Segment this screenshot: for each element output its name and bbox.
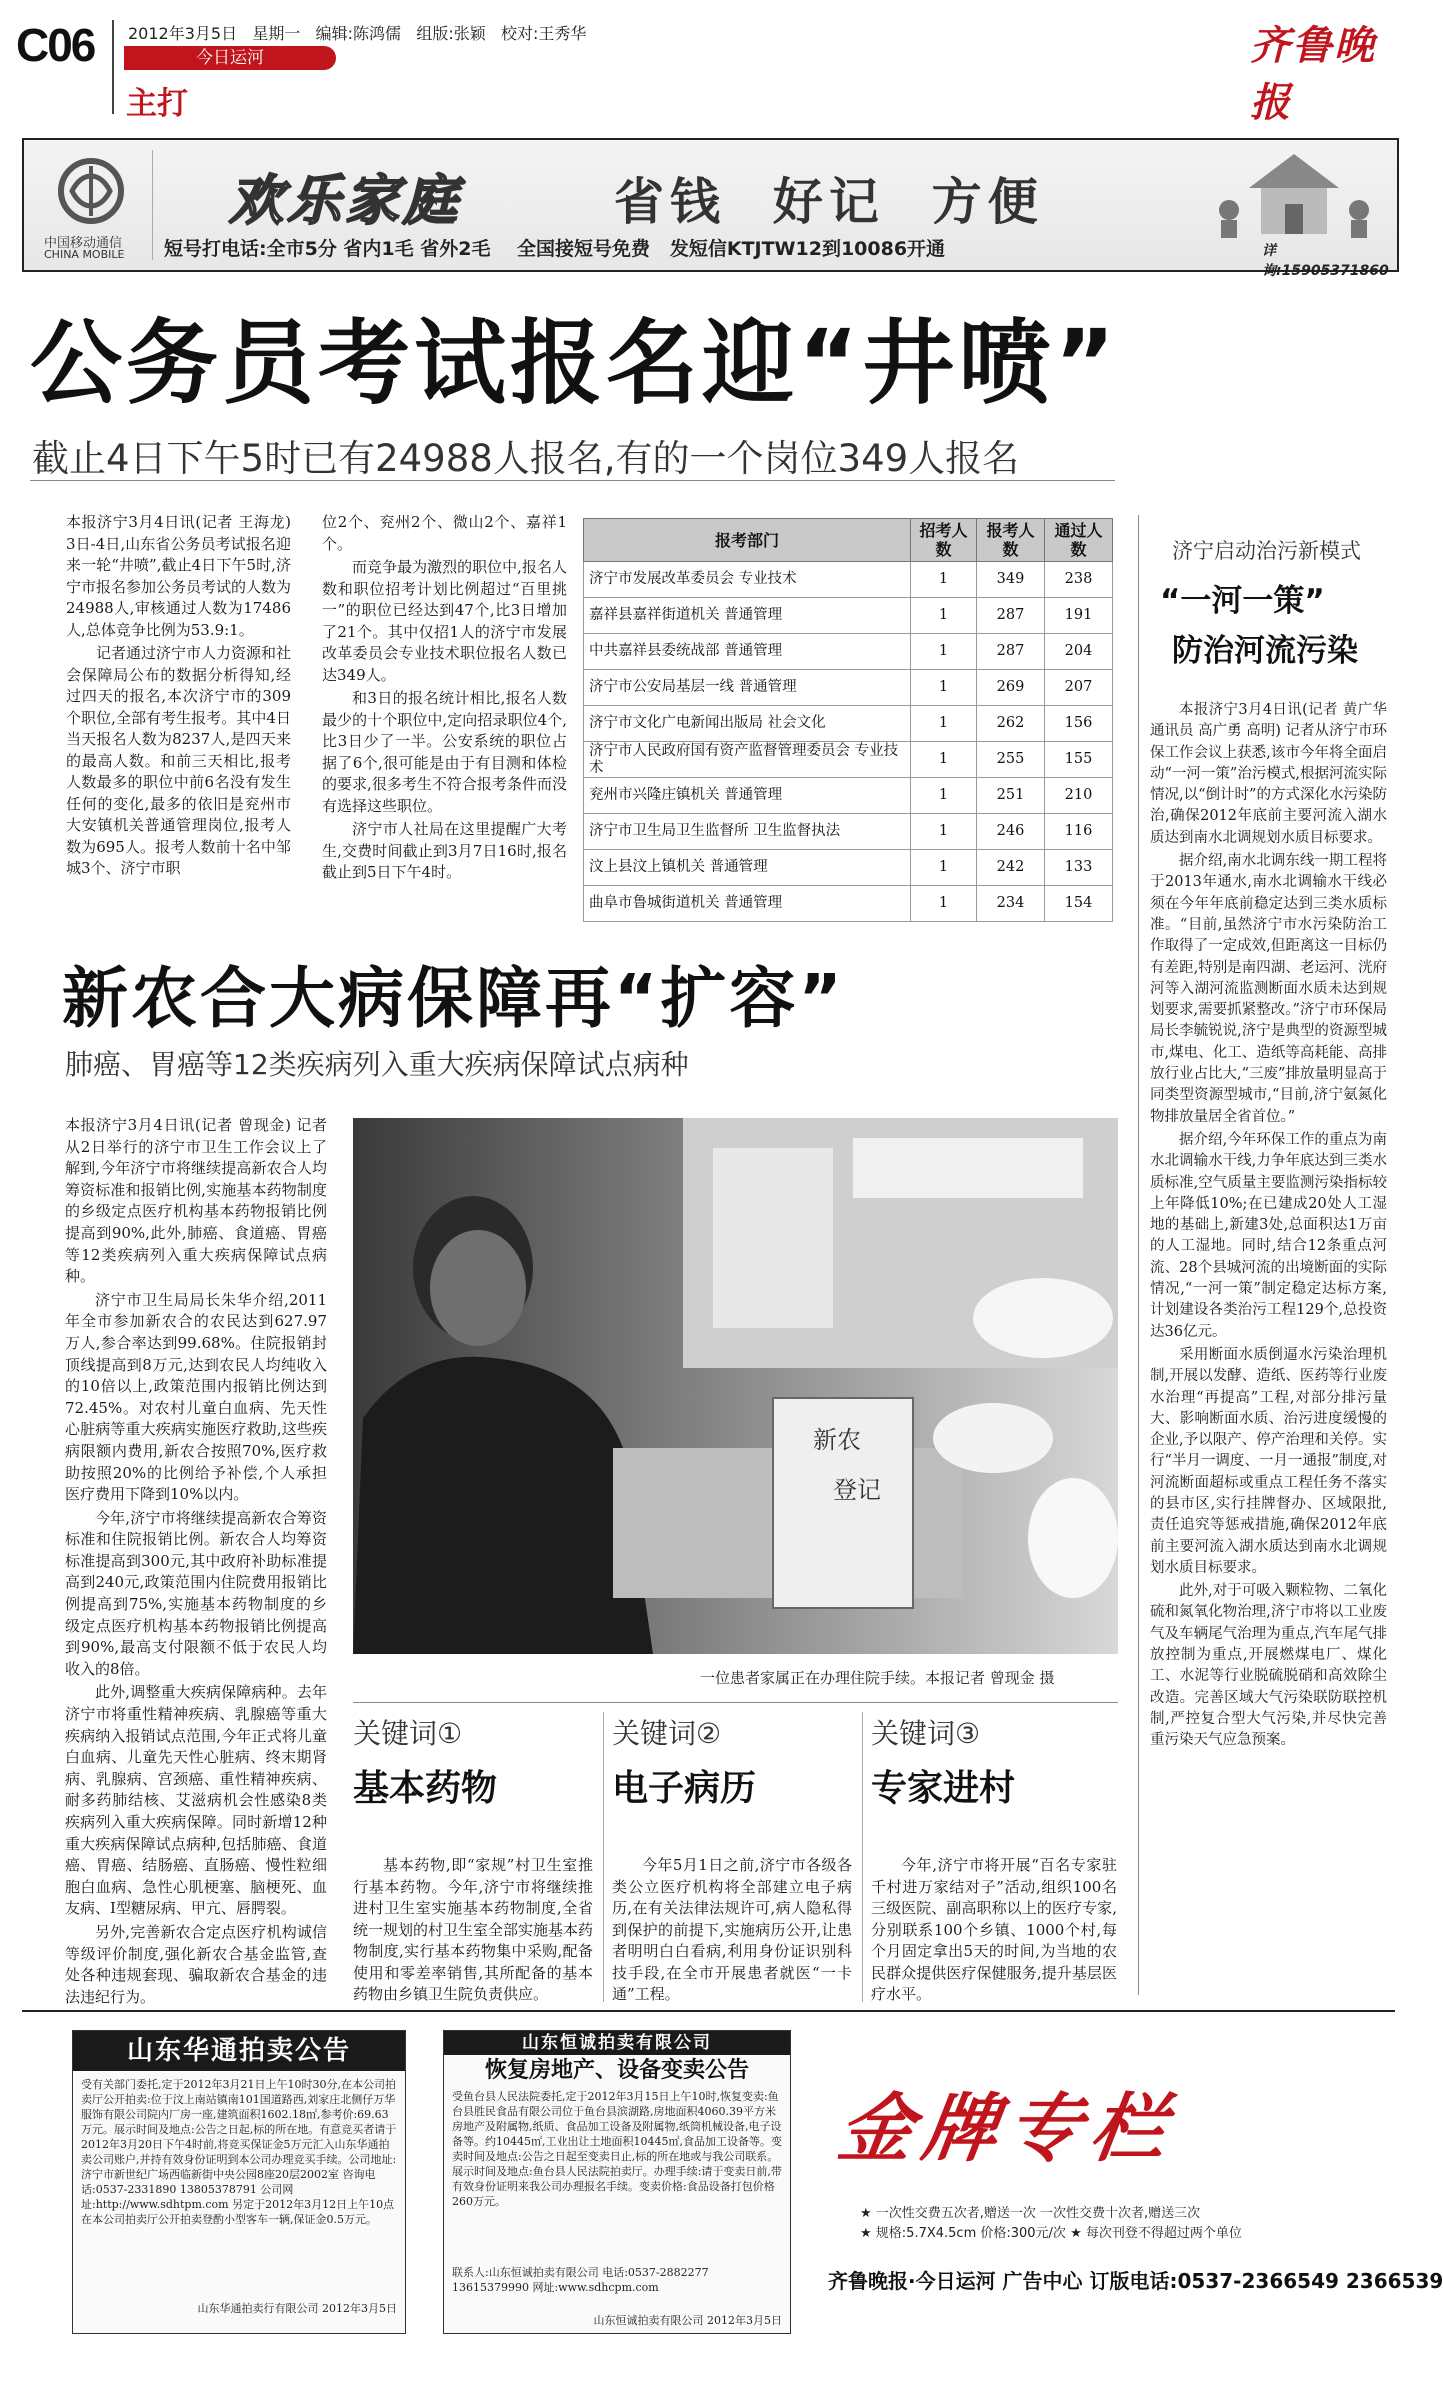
article2-para: 今年,济宁市将继续提高新农合筹资标准和住院报销比例。新农合人均筹资标准提高到300元,其中政府补助标准提高到240元,政策范围内住院费用报销比例提高到75%,实施基本药物制度的乡级定点医疗机构基本药物报销比例提高到90%,最高支付限额不低于农民人均收入的8倍。 xyxy=(65,1508,327,1678)
keyword-text xyxy=(871,1855,1117,2025)
table-row xyxy=(584,814,1113,850)
ad-rates xyxy=(164,234,945,261)
cell-passed: 210 xyxy=(1044,778,1112,814)
cell-applied: 251 xyxy=(977,778,1045,814)
cell-passed: 204 xyxy=(1044,634,1112,670)
article1-col2-para: 位2个、兖州2个、微山2个、嘉祥1个。 xyxy=(322,513,567,553)
article1-col1-para: 记者通过济宁市人力资源和社会保障局公布的数据分析得知,经过四天的报名,本次济宁市的309个职位,全部有考生报考。其中4日当天报名人数为8237人,是四天来的最高人数。和前三天相比,报考人数最多的职位中前6名没有发生任何的变化,最多的依旧是兖州市大安镇机关普通管理岗位,报考人数为695人。报考人数前十名中邹城3个、济宁市职 xyxy=(66,644,292,877)
sidebar-kicker: 济宁启动治污新模式 xyxy=(1172,539,1361,563)
brand-en: CHINA MOBILE xyxy=(44,248,125,261)
article1-headline: 公务员考试报名迎“井喷” xyxy=(30,310,1119,417)
article1-column-2 xyxy=(322,512,567,892)
article1-rule xyxy=(30,480,1115,481)
cell-dept: 济宁市文化广电新闻出版局 社会文化 xyxy=(584,706,911,742)
applicant-table xyxy=(583,518,1113,922)
article2-headline: 新农合大病保障再“扩容” xyxy=(62,960,845,1037)
cell-dept: 济宁市发展改革委员会 专业技术 xyxy=(584,562,911,598)
article2-body xyxy=(65,1115,327,2006)
article2-para: 本报济宁3月4日讯(记者 曾现金) 记者从2日举行的济宁市卫生工作会议上了解到,今年济宁市将继续提高新农合人均筹资标准和报销比例,实施基本药物制度的乡级定点医疗机构基本药物报销比例提高到90%,此外,肺癌、食道癌、胃癌等12类疾病列入重大疾病保障试点病种。 xyxy=(65,1116,327,1286)
cell-passed: 238 xyxy=(1044,562,1112,598)
tagline-save: 省钱 xyxy=(614,173,726,231)
col-header-quota: 招考人数 xyxy=(911,519,977,562)
tagline-convenient: 方便 xyxy=(931,173,1044,231)
cell-applied: 246 xyxy=(977,814,1045,850)
cell-quota: 1 xyxy=(911,706,977,742)
col-header-applied: 报考人数 xyxy=(977,519,1045,562)
header-meta xyxy=(128,21,586,44)
editor-credit: 编辑:陈鸿儒 xyxy=(315,24,402,43)
ad-huatong-footer: 山东华通拍卖行有限公司 2012年3月5日 xyxy=(197,2302,397,2315)
cell-applied: 262 xyxy=(977,706,1045,742)
tagline-remember: 好记 xyxy=(772,173,885,231)
article1-column-1 xyxy=(66,512,291,892)
sidebar-para: 采用断面水质倒逼水污染治理机制,开展以发酵、造纸、医药等行业废水治理“再提高”工程,对部分排污量大、影响断面水质、治污进度缓慢的企业,予以限产、停产治理和关停。实行“半月一调度、一月一通报”制度,对河流断面超标或重点工程任务不落实的县市区,实行挂牌督办、区域限批,责任追究等惩戒措施,确保2012年底前主要河流入湖水质达到南水北调规划水质目标要求。 xyxy=(1150,1346,1387,1576)
table-row xyxy=(584,742,1113,778)
cell-applied: 287 xyxy=(977,598,1045,634)
sidebar-body xyxy=(1150,700,1387,1990)
sidebar-para: 本报济宁3月4日讯(记者 黄广华 通讯员 高广勇 高明) 记者从济宁市环保工作会议上获悉,该市今年将全面启动“一河一策”治污模式,根据河流实际情况,以“倒计时”的方式深化水污染防治,确保2012年底前主要河流入湖水质达到南水北调规划水质目标要求。 xyxy=(1150,702,1387,846)
keyword-text xyxy=(612,1855,852,2025)
cell-dept: 曲阜市鲁城街道机关 普通管理 xyxy=(584,886,911,922)
table-row xyxy=(584,850,1113,886)
article1-col1-para: 本报济宁3月4日讯(记者 王海龙) 3日-4日,山东省公务员考试报名迎来一轮“井喷”,截止4日下午5时,济宁市报名参加公务员考试的人数为24988人,审核通过人数为17486人,总体竞争比例为53.9:1。 xyxy=(66,513,292,639)
cell-dept: 济宁市公安局基层一线 普通管理 xyxy=(584,670,911,706)
ad-golden-column xyxy=(820,2030,1443,2360)
brand-cn: 中国移动通信 xyxy=(44,236,123,251)
ad-taglines xyxy=(614,162,1044,234)
ad-rates-text: 短号打电话:全市5分 省内1毛 省外2毛 xyxy=(164,238,491,260)
golden-column-footer: 齐鲁晚报·今日运河 广告中心 订版电话:0537-2366549 2366539 xyxy=(828,2269,1443,2293)
ad-hengcheng-body: 受鱼台县人民法院委托,定于2012年3月15日上午10时,恢复变卖:鱼台县胜民食品有限公司位于鱼台县滨湖路,房地面积4060.39平方米房地产及附属物,纸质、食品加工设备及附属物,纸筒机械设备,电子设备等。约10445㎡,工业出让土地面积10445㎡,食品加工设备等。变卖时间及地点:公告之日起至变卖日止,标的所在地或与我公司联系。展示时间及地点:鱼台县人民法院拍卖厅。办理手续:请于变卖日前,带有效身份证明来我公司办理报名手续。变卖价格:食品设备打包价格260万元。 xyxy=(452,2090,782,2208)
cell-dept: 汶上县汶上镇机关 普通管理 xyxy=(584,850,911,886)
cell-quota: 1 xyxy=(911,850,977,886)
article1-subhead: 截止4日下午5时已有24988人报名,有的一个岗位349人报名 xyxy=(32,437,1020,480)
ad-hotline: 详询:15905371860 xyxy=(1262,243,1389,279)
keywords-top-rule xyxy=(353,1702,1118,1703)
cell-quota: 1 xyxy=(911,886,977,922)
cell-quota: 1 xyxy=(911,562,977,598)
ad-free-text: 全国接短号免费 xyxy=(516,238,650,260)
keyword-label: 关键词② xyxy=(612,1717,722,1750)
masthead-logo: 齐鲁晚报 xyxy=(1250,22,1376,126)
table-row xyxy=(584,778,1113,814)
cell-applied: 349 xyxy=(977,562,1045,598)
cell-dept: 兖州市兴隆庄镇机关 普通管理 xyxy=(584,778,911,814)
cell-passed: 133 xyxy=(1044,850,1112,886)
col-header-passed: 通过人数 xyxy=(1044,519,1112,562)
keyword-title: 基本药物 xyxy=(353,1768,498,1809)
layout-credit: 组版:张颖 xyxy=(416,24,486,43)
ad-divider xyxy=(152,150,153,260)
table-row xyxy=(584,634,1113,670)
cell-applied: 242 xyxy=(977,850,1045,886)
article2-photo xyxy=(353,1118,1118,1654)
cell-dept: 济宁市卫生局卫生监督所 卫生监督执法 xyxy=(584,814,911,850)
sidebar-title-2: 防治河流污染 xyxy=(1172,633,1358,669)
cell-passed: 156 xyxy=(1044,706,1112,742)
page-code: C06 xyxy=(16,19,95,71)
sidebar-divider xyxy=(1138,515,1139,1995)
cell-quota: 1 xyxy=(911,670,977,706)
article1-col2-para: 济宁市人社局在这里提醒广大考生,交费时间截止到3月7日16时,报名截止到5日下午4时。 xyxy=(322,820,567,881)
cell-quota: 1 xyxy=(911,634,977,670)
ad-slogan: 欢乐家庭 xyxy=(229,169,461,232)
table-row xyxy=(584,670,1113,706)
ad-sms-text: 发短信KTJTW12到10086开通 xyxy=(669,238,946,260)
issue-weekday: 星期一 xyxy=(252,24,301,43)
sidebar-title-1: “一河一策” xyxy=(1160,583,1325,619)
keyword-box-3 xyxy=(871,1712,1117,2002)
keyword-para: 今年,济宁市将开展“百名专家驻千村进万家结对子”活动,组织100名三级医院、副高职称以上的医疗专家,分别联系100个乡镇、1000个村,每个月固定拿出5天的时间,为当地的农民群众提供医疗保健服务,提升基层医疗水平。 xyxy=(871,1856,1117,2003)
cell-applied: 255 xyxy=(977,742,1045,778)
cell-dept: 济宁市人民政府国有资产监督管理委员会 专业技术 xyxy=(584,742,911,778)
cell-quota: 1 xyxy=(911,778,977,814)
cell-passed: 207 xyxy=(1044,670,1112,706)
svg-text:新农: 新农 xyxy=(813,1426,861,1454)
cell-dept: 嘉祥县嘉祥街道机关 普通管理 xyxy=(584,598,911,634)
cell-applied: 269 xyxy=(977,670,1045,706)
keyword-box-1 xyxy=(353,1712,593,2002)
section-title: 主打 xyxy=(126,86,188,122)
page-header xyxy=(0,0,1417,128)
keyword-box-2 xyxy=(612,1712,852,2002)
keyword-text xyxy=(353,1855,593,2025)
bottom-ads-rule xyxy=(22,2010,1395,2012)
ad-huatong-body: 受有关部门委托,定于2012年3月21日上午10时30分,在本公司拍卖厅公开拍卖:位于汶上南站镇南101国道路西,刘家庄北侧仔万华服饰有限公司院内厂房一座,建筑面积1602.18㎡,参考价:69.63万元。展示时间及地点:公告之日起,标的所在地。有意竞买者请于2012年3月20日下午4时前,将竞买保证金5万元汇入山东华通拍卖公司账户,并持有效身份证明到本公司办理竞买手续。公司地址:济宁市新世纪广场西临新街中央公园8座20层2002室 咨询电话:0537-2331890 13805378791 公司网址:http://www.sdhtpm.com 另定于2012年3月12日上午10点在本公司拍卖厅公开拍卖登酌小型客车一辆,保证金0.5万元。 xyxy=(81,2078,397,2226)
table-row xyxy=(584,598,1113,634)
table-row xyxy=(584,886,1113,922)
article2-para: 此外,调整重大疾病保障病种。去年济宁市将重性精神疾病、乳腺癌等重大疾病纳入报销试点范围,今年正式将儿童白血病、儿童先天性心脏病、终末期肾病、乳腺病、宫颈癌、重性精神疾病、耐多药肺结核、艾滋病机会性感染8类疾病列入重大疾病保障。同时新增12种重大疾病保障试点病种,包括肺癌、食道癌、胃癌、结肠癌、直肠癌、慢性粒细胞白血病、急性心肌梗塞、脑梗死、血友病、I型糖尿病、甲亢、唇腭裂。 xyxy=(65,1683,327,1918)
ad-hengcheng-company: 山东恒诚拍卖有限公司 xyxy=(444,2031,790,2055)
cell-passed: 116 xyxy=(1044,814,1112,850)
proof-credit: 校对:王秀华 xyxy=(500,24,587,43)
china-mobile-ad xyxy=(22,138,1399,279)
ad-hengcheng-footer: 山东恒诚拍卖有限公司 2012年3月5日 xyxy=(593,2314,782,2327)
article2-para: 济宁市卫生局局长朱华介绍,2011年全市参加新农合的农民达到627.97万人,参合率达到99.68%。住院报销封顶线提高到8万元,达到农民人均纯收入的10倍以上,政策范围内报销比例达到72.45%。对农村儿童白血病、先天性心脏病等重大疾病实施医疗救助,这些疾病限额内费用,新农合按照70%,医疗救助按照20%的比例给予补偿,个人承担医疗费用下降到10%以内。 xyxy=(65,1290,327,1504)
applicant-table-header xyxy=(584,519,1113,562)
ad-huatong-title: 山东华通拍卖公告 xyxy=(73,2031,405,2071)
table-row xyxy=(584,562,1113,598)
cell-applied: 287 xyxy=(977,634,1045,670)
article2-para: 另外,完善新农合定点医疗机构诚信等级评价制度,强化新农合基金监管,查处各种违规套现、骗取新农合基金的违法违纪行为。 xyxy=(65,1922,327,2006)
keyword-divider xyxy=(603,1712,604,2002)
golden-column-title: 金牌专栏 xyxy=(833,2086,1182,2172)
ad-huatong xyxy=(72,2030,406,2334)
photo-caption: 一位患者家属正在办理住院手续。本报记者 曾现金 摄 xyxy=(700,1669,1055,1687)
cell-dept: 中共嘉祥县委统战部 普通管理 xyxy=(584,634,911,670)
cell-quota: 1 xyxy=(911,742,977,778)
sidebar-para: 此外,对于可吸入颗粒物、二氧化硫和氮氧化物治理,济宁市将以工业废气及车辆尾气治理为重点,汽车尾气排放控制为重点,开展燃煤电厂、煤化工、水泥等行业脱硫脱硝和高效除尘改造。完善区域大气污染联防联控机制,严控复合型大气污染,并尽快完善重污染天气应急预案。 xyxy=(1150,1583,1387,1749)
ad-hengcheng-contact: 联系人:山东恒诚拍卖有限公司 电话:0537-2882277 13615379990 网址:www.sdhcpm.com xyxy=(452,2266,709,2294)
sidebar-para: 据介绍,南水北调东线一期工程将于2013年通水,南水北调输水干线必须在今年年底前稳定达到三类水质标准。“目前,虽然济宁市水污染防治工作取得了一定成效,但距离这一目标仍有差距,特别是南四湖、老运河、洸府河等入湖河流监测断面水质未达到规划要求,需要抓紧整改。”济宁市环保局局长李毓锐说,济宁是典型的资源型城市,煤电、化工、造纸等高耗能、高排放行业占比大,“三废”排放量明显高于同类型资源型城市,“目前,济宁氨氮化物排放量居全省首位。” xyxy=(1150,853,1387,1125)
issue-date: 2012年3月5日 xyxy=(128,24,238,43)
china-mobile-logo-icon xyxy=(54,156,128,226)
keyword-para: 今年5月1日之前,济宁市各级各类公立医疗机构将全部建立电子病历,在有关法律法规许可,病人隐私得到保护的前提下,实施病历公开,让患者明明白白看病,利用身份证识别科技手段,在全市开展患者就医“一卡通”工程。 xyxy=(612,1856,852,2003)
section-tag: 今日运河 xyxy=(124,46,336,70)
golden-column-line-2: ★ 规格:5.7X4.5cm 价格:300元/次 ★ 每次刊登不得超过两个单位 xyxy=(860,2226,1242,2241)
cell-passed: 155 xyxy=(1044,742,1112,778)
ad-house-illustration xyxy=(1209,148,1379,238)
cell-quota: 1 xyxy=(911,814,977,850)
svg-text:登记: 登记 xyxy=(833,1476,881,1504)
keyword-divider xyxy=(862,1712,863,2002)
cell-applied: 234 xyxy=(977,886,1045,922)
cell-quota: 1 xyxy=(911,598,977,634)
keyword-title: 电子病历 xyxy=(612,1768,757,1809)
keyword-title: 专家进村 xyxy=(871,1768,1016,1809)
col-header-dept: 报考部门 xyxy=(584,519,911,562)
cell-passed: 191 xyxy=(1044,598,1112,634)
article2-subhead: 肺癌、胃癌等12类疾病列入重大疾病保障试点病种 xyxy=(65,1048,689,1081)
article1-col2-para: 和3日的报名统计相比,报名人数最少的十个职位中,定向招录职位4个,比3日少了一半。公安系统的职位占据了6个,很可能是由于有目测和体检的要求,很多考生不符合报考条件而没有选择这些职位。 xyxy=(322,689,567,815)
sidebar-para: 据介绍,今年环保工作的重点为南水北调输水干线,力争年底达到三类水质标准,空气质量主要监测污染指标较上年降低10%;在已建成20处人工湿地的基础上,新建3处,总面积达1万亩的人工湿地。同时,结合12条重点河流、28个县城河流的出境断面的实际情况,“一河一策”制定稳定达标方案,计划建设各类治污工程129个,总投资达36亿元。 xyxy=(1150,1131,1387,1340)
ad-hengcheng-title: 恢复房地产、设备变卖公告 xyxy=(484,2058,749,2083)
keyword-label: 关键词① xyxy=(353,1717,463,1750)
article1-col2-para: 而竞争最为激烈的职位中,报名人数和职位招考计划比例超过“百里挑一”的职位已经达到47个,比3日增加了21个。其中仅招1人的济宁市发展改革委员会专业技术职位报名人数已达349人。 xyxy=(322,558,567,684)
cell-passed: 154 xyxy=(1044,886,1112,922)
keyword-para: 基本药物,即“家规”村卫生室推行基本药物。今年,济宁市将继续推进村卫生室实施基本药物制度,全省统一规划的村卫生室全部实施基本药物制度,实行基本药物集中采购,配备使用和零差率销售,其所配备的基本药物由乡镇卫生院负责供应。 xyxy=(353,1856,594,2003)
golden-column-line-1: ★ 一次性交费五次者,赠送一次 一次性交费十次者,赠送三次 xyxy=(860,2206,1201,2221)
ad-hengcheng xyxy=(443,2030,791,2334)
table-row xyxy=(584,706,1113,742)
keyword-label: 关键词③ xyxy=(871,1717,981,1750)
header-divider xyxy=(112,20,114,114)
